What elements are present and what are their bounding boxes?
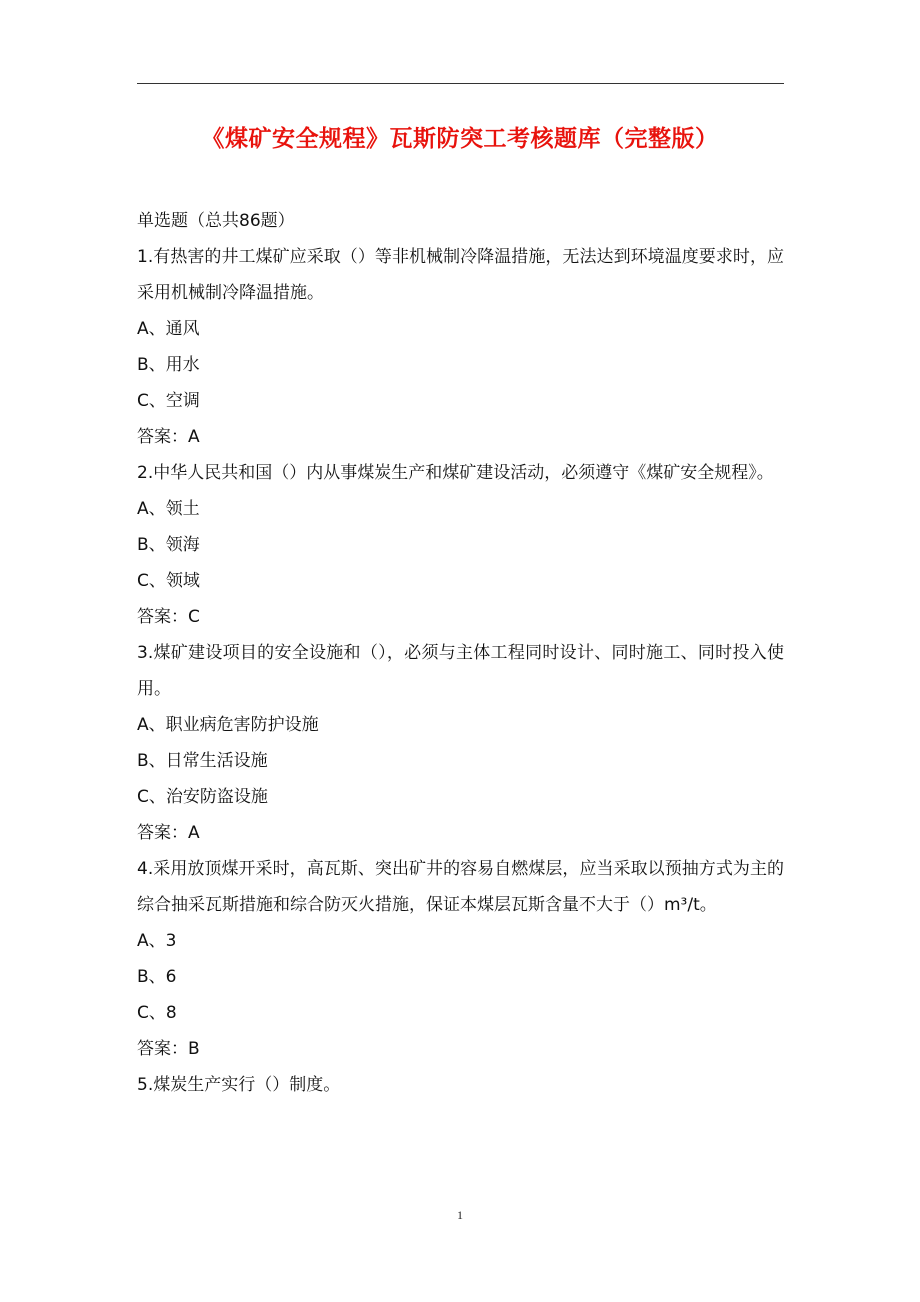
question-stem: 2.中华人民共和国（）内从事煤炭生产和煤矿建设活动，必须遵守《煤矿安全规程》。 [137,463,774,483]
question-list [137,203,787,1103]
question-stem: 1.有热害的井工煤矿应采取（）等非机械制冷降温措施，无法达到环境温度要求时，应采用机械制冷降温措施。 [137,247,784,303]
answer: 答案：B [137,1039,200,1059]
option-c: C、8 [137,1003,177,1023]
answer: 答案：C [137,607,200,627]
question-stem: 5.煤炭生产实行（）制度。 [137,1075,341,1095]
option-a: A、3 [137,931,177,951]
page-number: 1 [457,1208,463,1222]
option-a: A、领土 [137,499,200,519]
option-b: B、日常生活设施 [137,751,268,771]
option-c: C、领域 [137,571,200,591]
section-heading: 单选题（总共86题） [137,211,295,231]
option-b: B、领海 [137,535,200,555]
question-stem: 4.采用放顶煤开采时，高瓦斯、突出矿井的容易自燃煤层，应当采取以预抽方式为主的综合抽采瓦斯措施和综合防灭火措施，保证本煤层瓦斯含量不大于（）m³/t。 [137,859,784,915]
option-b: B、用水 [137,355,200,375]
answer: 答案：A [137,427,200,447]
option-a: A、职业病危害防护设施 [137,715,319,735]
document-title: 《煤矿安全规程》瓦斯防突工考核题库（完整版） [201,126,719,152]
header-rule [137,83,784,84]
option-c: C、治安防盗设施 [137,787,268,807]
question-stem: 3.煤矿建设项目的安全设施和（），必须与主体工程同时设计、同时施工、同时投入使用。 [137,643,784,699]
answer: 答案：A [137,823,200,843]
option-a: A、通风 [137,319,200,339]
option-b: B、6 [137,967,177,987]
option-c: C、空调 [137,391,200,411]
